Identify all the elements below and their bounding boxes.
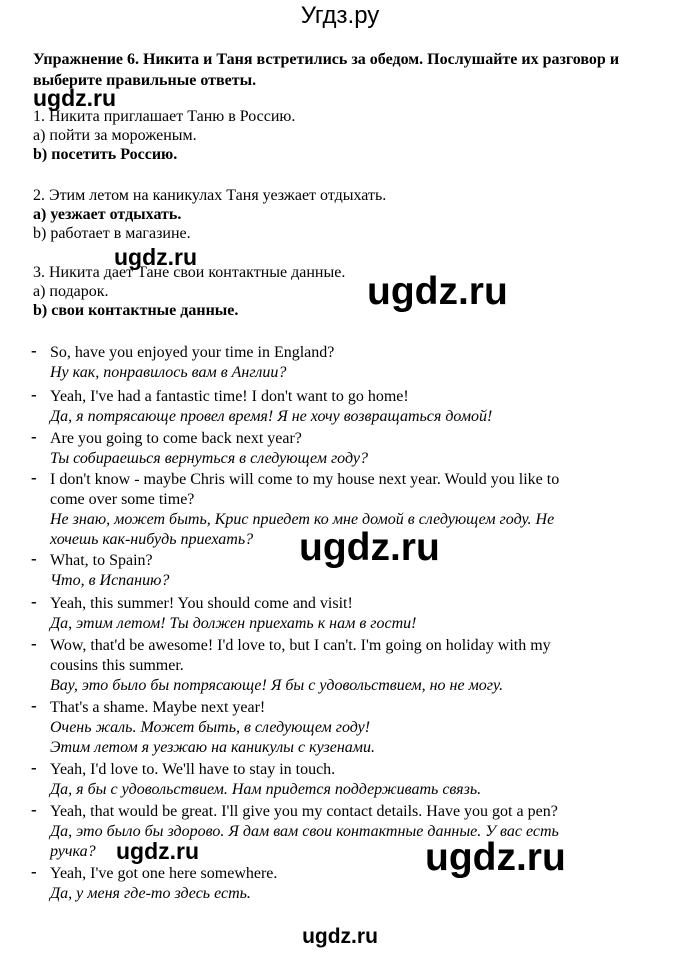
dialogue-dash: - — [31, 427, 37, 446]
dialogue-english-line: So, have you enjoyed your time in England? — [50, 344, 335, 361]
dialogue-russian-line: Не знаю, может быть, Крис приедет ко мне домой в следующем году. Не — [50, 511, 555, 528]
dialogue-russian-line: Ну как, понравилось вам в Англии? — [50, 364, 287, 381]
watermark: ugdz.ru — [33, 85, 117, 111]
dialogue-dash: - — [31, 468, 37, 487]
dialogue-english-line: What, to Spain? — [50, 552, 153, 569]
dialogue-dash: - — [31, 800, 37, 819]
dialogue-russian-line: Вау, это было бы потрясающе! Я бы с удовольствием, но не могу. — [50, 677, 504, 694]
question-text: 1. Никита приглашает Таню в Россию. — [33, 108, 296, 125]
dialogue-dash: - — [31, 549, 37, 568]
dialogue-russian-line: Да, это было бы здорово. Я дам вам свои контактные данные. У вас есть — [50, 823, 559, 840]
dialogue-english-line: Yeah, I've had a fantastic time! I don't want to go home! — [50, 388, 409, 405]
question-text: 3. Никита дает Тане свои контактные данные. — [33, 264, 346, 281]
dialogue-english-line: cousins this summer. — [50, 657, 184, 674]
dialogue-russian-line: Очень жаль. Может быть, в следующем году! — [50, 719, 371, 736]
dialogue-english-line: Yeah, this summer! You should come and visit! — [50, 595, 353, 612]
dialogue-russian-line: Да, этим летом! Ты должен приехать к нам в гости! — [50, 615, 417, 632]
dialogue-dash: - — [31, 341, 37, 360]
answer-option-a: а) подарок. — [33, 283, 109, 300]
dialogue-english-line: Yeah, that would be great. I'll give you my contact details. Have you got a pen? — [50, 803, 558, 820]
dialogue-russian-line: хочешь как-нибудь приехать? — [50, 531, 254, 548]
dialogue-dash: - — [31, 592, 37, 611]
watermark: ugdz.ru — [114, 244, 198, 270]
dialogue-russian-line: Да, я потрясающе провел время! Я не хочу возвращаться домой! — [50, 408, 493, 425]
watermark: ugdz.ru — [299, 526, 440, 569]
dialogue-dash: - — [31, 696, 37, 715]
exercise-title: Упражнение 6. Никита и Таня встретились за обедом. Послушайте их разговор и выберите правильные ответы. — [33, 51, 620, 89]
answer-option-b: b) работает в магазине. — [33, 225, 191, 242]
dialogue-dash: - — [31, 634, 37, 653]
answer-option-a-correct: а) уезжает отдыхать. — [33, 206, 182, 223]
dialogue-english-line: I don't know - maybe Chris will come to my house next year. Would you like to — [50, 471, 560, 488]
watermark: ugdz.ru — [425, 836, 566, 879]
answer-option-b-correct: b) свои контактные данные. — [33, 302, 239, 319]
dialogue-english-line: That's a shame. Maybe next year! — [50, 699, 266, 716]
watermark: ugdz.ru — [367, 270, 508, 313]
dialogue-russian-line: Что, в Испанию? — [50, 572, 170, 589]
dialogue-russian-line: Ты собираешься вернуться в следующем году? — [50, 450, 368, 467]
dialogue-russian-line: Этим летом я уезжаю на каникулы с кузенами. — [50, 739, 375, 756]
dialogue-dash: - — [31, 862, 37, 881]
dialogue-english-line: Yeah, I've got one here somewhere. — [50, 865, 278, 882]
dialogue-english-line: Yeah, I'd love to. We'll have to stay in touch. — [50, 761, 336, 778]
dialogue-english-line: Are you going to come back next year? — [50, 430, 302, 447]
dialogue-dash: - — [31, 758, 37, 777]
dialogue-russian-line: ручка? — [50, 843, 96, 860]
dialogue-russian-line: Да, я бы с удовольствием. Нам придется поддерживать связь. — [50, 781, 482, 798]
dialogue-dash: - — [31, 385, 37, 404]
answer-option-b-correct: b) посетить Россию. — [33, 146, 178, 163]
question-text: 2. Этим летом на каникулах Таня уезжает отдыхать. — [33, 187, 387, 204]
dialogue-russian-line: Да, у меня где-то здесь есть. — [50, 885, 251, 902]
answer-option-a: а) пойти за мороженым. — [33, 127, 197, 144]
dialogue-english-line: come over some time? — [50, 491, 195, 508]
dialogue-english-line: Wow, that'd be awesome! I'd love to, but I can't. I'm going on holiday with my — [50, 637, 551, 654]
watermark: ugdz.ru — [116, 838, 200, 864]
site-header[interactable]: Угдз.ру — [300, 2, 380, 29]
footer-watermark: ugdz.ru — [302, 925, 378, 948]
